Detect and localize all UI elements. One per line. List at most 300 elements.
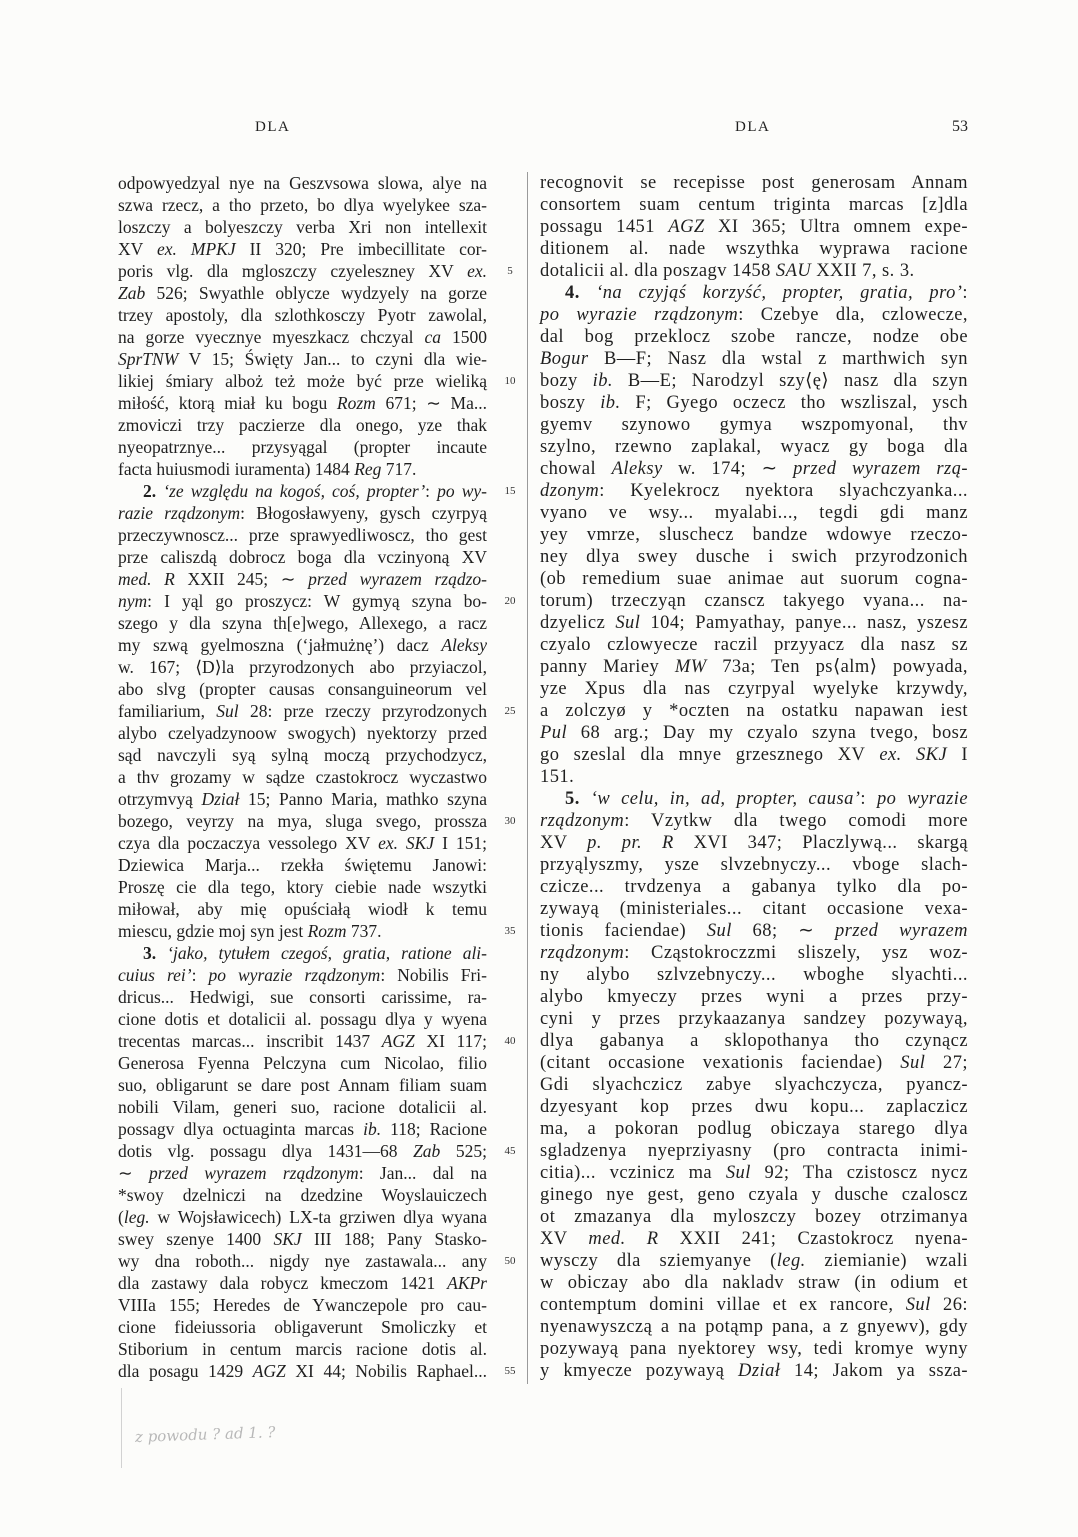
text-segment: recognovit se recepisse post generosam Annam [540,173,968,193]
text-segment: po wyrazie rządzonym [540,305,739,325]
text-line [118,370,487,392]
text-segment: ∼ [118,1163,150,1183]
text-segment: go szeslal dla mnye grzesznego XV [540,745,880,765]
text-segment: ziemianie) wzali [805,1251,969,1271]
text-line [540,678,968,700]
text-line [540,1140,968,1162]
text-line [540,282,968,304]
text-line [540,524,968,546]
text-line [118,1228,487,1250]
text-line [118,1294,487,1316]
text-segment: pozywayą pana nyektorey wsy, tedi kromye wyny [540,1339,968,1359]
line-number: 30 [504,815,516,827]
text-line [540,876,968,898]
text-line [118,898,487,920]
text-segment: a zolczyø y *oczten na ostatku napawan iest [540,701,968,721]
handwritten-note: z powodu ? ad 1. ? [134,1423,276,1446]
text-segment: prze caliszdą dobrocz boga dla vczinyoną XV [118,547,487,567]
text-segment: Zab [118,283,146,303]
text-line [118,1162,487,1184]
text-segment: ma, a pokoran podlug obiczaya starego dlya [540,1119,968,1139]
text-line [540,832,968,854]
column-divider [527,172,528,1384]
text-line [540,260,968,282]
text-segment: AGZ [252,1361,286,1381]
text-segment: yey vmrze, sluschecz bandze wdowye rzeczo- [540,525,968,545]
text-segment: Proszę cie dla tego, ktory ciebie nade wszytki [118,877,487,897]
text-segment: Rozm [336,393,376,413]
text-line [118,1184,487,1206]
text-line [118,1360,487,1382]
text-segment: V 15; Święty Jan... to czyni dla wie- [178,349,487,369]
text-line [540,348,968,370]
text-segment: I [947,745,969,765]
text-segment: rządzonym [540,943,625,963]
text-line [118,678,487,700]
text-segment: B—F; Nasz dla wstal z marthwich syn [588,349,968,369]
text-segment: possagu 1451 [540,217,669,237]
line-number: 35 [504,925,516,937]
text-segment: med. R [588,1229,659,1249]
text-line [540,480,968,502]
text-segment: sgladzenya nyeprziyasny (pro contracta inimi- [540,1141,968,1161]
text-line [540,766,968,788]
text-segment: Zab [413,1141,441,1161]
text-segment [156,943,167,963]
text-segment: familiarium, [118,701,217,721]
text-segment: B—E; Narodzyl szy⟨ę⟩ nasz dla szyn [613,371,968,391]
text-segment: : [425,481,438,501]
text-line [540,854,968,876]
text-segment: suo, obligarunt se dare post Annam filiam suam [118,1075,487,1095]
text-segment: po wy- [437,481,487,501]
text-line [540,1360,968,1382]
text-segment: Aleksy [441,635,487,655]
text-line [540,502,968,524]
text-segment: 1500 [441,327,488,347]
text-line [540,392,968,414]
text-segment: 737. [346,921,382,941]
text-line [118,436,487,458]
line-number-gutter [498,172,522,1384]
text-segment: XXII 245; ∼ [174,569,309,589]
text-segment: dla posagu 1429 [118,1361,253,1381]
pencil-stroke [121,1388,122,1468]
text-segment: XV [540,1229,589,1249]
text-line [118,1338,487,1360]
text-segment: ny alybo szlvzebnyczy... wboghe slyachti... [540,965,968,985]
text-line [540,788,968,810]
text-line [118,876,487,898]
text-line [118,986,487,1008]
text-segment: cione fideiussoria obligaverunt Smoliczky et [118,1317,487,1337]
line-number: 10 [504,375,516,387]
text-line [118,1140,487,1162]
text-segment: 68 arg.; Day my czyalo szyna tvego, bosz [567,723,968,743]
text-line [118,722,487,744]
text-line [118,480,487,502]
text-line [540,656,968,678]
text-segment: 68; ∼ [731,921,835,941]
text-segment: Aleksy [611,459,663,479]
text-segment: SKJ [273,1229,302,1249]
line-number: 15 [504,485,516,497]
text-segment: nym [118,591,148,611]
text-line [118,590,487,612]
text-line [540,964,968,986]
text-segment: torum) trzeczyąn czanscz takyego vyana... na- [540,591,968,611]
text-line [118,700,487,722]
text-segment: panny Mariey [540,657,675,677]
text-line [540,722,968,744]
text-segment: med. R [118,569,175,589]
text-line [118,832,487,854]
text-line [540,568,968,590]
text-line [118,458,487,480]
text-segment: poris vlg. dla mgloszczy czyeleszney XV [118,261,468,281]
text-segment: likiej śmiary alboż też może być prze wieliką [118,371,487,391]
text-segment: 671; ∼ Ma... [375,393,487,413]
text-line [540,1294,968,1316]
text-line [540,216,968,238]
text-line [540,1228,968,1250]
text-segment: XV [118,239,157,259]
text-line [118,1030,487,1052]
paragraph [118,942,487,1382]
text-line [540,436,968,458]
text-line [118,1052,487,1074]
text-segment: Generosa Fyenna Pelczyna cum Nicolao, filio [118,1053,487,1073]
text-segment: F; Gyego oczecz tho wszliszal, ysch [620,393,968,413]
text-line [118,744,487,766]
text-segment: 26: [930,1295,968,1315]
text-segment: yze Xpus dla nas czyrpyal wyelyke krzywdy, [540,679,968,699]
text-line [540,634,968,656]
text-line [540,1096,968,1118]
text-segment: 525; [440,1141,487,1161]
text-segment: dal bog przeklocz szobe rancze, nodze obe [540,327,968,347]
text-segment: zmoviczi trzy paczierze dla onego, yze thak [118,415,487,435]
text-segment: czya dla poczaczya vessolego XV [118,833,379,853]
text-segment: 73a; Ten ps⟨alm⟩ powyada, [706,657,968,677]
text-line [540,1206,968,1228]
text-segment: miłował, aby mię opuściałą wiodł k temu [118,899,487,919]
text-line [118,942,487,964]
text-segment: 15; Panno Maria, mathko szyna [239,789,488,809]
text-segment: po wyrazie [876,789,968,809]
text-segment: szego y dla szyna th[e]wego, Allexego, a racz [118,613,487,633]
text-segment: wy dna roboth... nigdy nye zastawala... any [118,1251,487,1271]
text-segment: 151. [540,767,575,787]
text-segment: cuius rei’ [118,965,192,985]
text-line [540,1316,968,1338]
text-segment: dlya gabanya a sklopothanya tho czynącz [540,1031,968,1051]
text-line [540,1272,968,1294]
line-number: 50 [504,1255,516,1267]
text-segment: Sul [615,613,641,633]
running-head-right: DLA [735,119,771,135]
text-segment: Dział [738,1361,781,1381]
text-segment: przed wyrazem rzą- [793,459,969,479]
text-line [118,920,487,942]
text-segment: przed wyrazem rządzonym [149,1163,359,1183]
text-segment: ‘w celu, in, ad, propter, causa’ [590,789,861,809]
text-segment: w. 174; ∼ [662,459,794,479]
text-line [540,700,968,722]
text-segment: dzyelicz [540,613,616,633]
text-segment: SprTNW [118,349,179,369]
text-segment: dricus... Hedwigi, sue consorti carissime, ra- [118,987,487,1007]
text-segment: : Czebye dla, czlowecze, [738,305,968,325]
text-segment: Pul [540,723,568,743]
line-number: 5 [507,265,513,277]
text-line [540,1338,968,1360]
text-segment: gyemv szynowo gymya wszpomyonal, thv [540,415,968,435]
text-segment: tionis faciendae) [540,921,707,941]
text-line [118,238,487,260]
text-segment: 717. [381,459,417,479]
text-line [540,1250,968,1272]
text-segment: boszy [540,393,601,413]
text-line [540,1052,968,1074]
text-line [118,304,487,326]
text-segment: 4. [565,283,580,303]
text-segment: cione dotis et dotalicii al. possagu dlya y wyena [118,1009,487,1029]
text-line [540,458,968,480]
text-line [118,1074,487,1096]
text-line [540,1030,968,1052]
text-line [118,788,487,810]
text-segment: (citant occasione vexationis faciendae) [540,1053,901,1073]
text-segment: swey szenye 1400 [118,1229,274,1249]
text-segment: abo slvg (propter causas consanguineorum vel [118,679,487,699]
text-segment: possagv dlya octuaginta marcas [118,1119,364,1139]
text-segment: leg. [776,1251,806,1271]
text-line [118,854,487,876]
text-segment: razie rządzonym [118,503,241,523]
text-segment: Stiborium in centum marcis racione dotis al. [118,1339,487,1359]
text-segment: alybo kmyeczy przes wyni a przes przy- [540,987,968,1007]
text-segment: Sul [725,1163,751,1183]
text-segment: III 188; Pany Stasko- [301,1229,487,1249]
text-segment: czyalo czlowyecze raczil przyyacz dla nasz sz [540,635,968,655]
text-segment: XXII 7, s. 3. [811,261,915,281]
text-segment: : Jan... dal na [358,1163,487,1183]
text-line [118,810,487,832]
text-segment: Sul [216,701,239,721]
text-line [540,986,968,1008]
text-segment: cyni y przes przykaazanya sandzey pozywayą, [540,1009,968,1029]
text-line [540,590,968,612]
text-line [540,1118,968,1140]
left-column [118,172,487,1382]
text-segment: w obiczay abo dla nakladv straw (in odium et [540,1273,968,1293]
text-segment: 5. [565,789,580,809]
text-segment: nobili Vilam, generi suo, racione dotalicii al. [118,1097,487,1117]
text-line [540,326,968,348]
text-line [540,1162,968,1184]
text-segment: II 320; Pre imbecillitate cor- [235,239,487,259]
text-line [118,1206,487,1228]
running-head-left: DLA [255,119,291,135]
text-line [118,634,487,656]
text-line [540,304,968,326]
text-segment: Reg [354,459,382,479]
text-segment: ex. MPKJ [156,239,236,259]
text-segment: w. 167; ⟨D⟩la przyrodzonych abo przyiaczol, [118,657,487,677]
text-segment: bozy [540,371,593,391]
text-segment: SAU [775,261,812,281]
text-segment: I 151; [434,833,487,853]
text-segment: Sul [900,1053,926,1073]
text-line [540,546,968,568]
text-segment: przed wyrazem rządzo- [308,569,487,589]
text-segment: ex. [467,261,487,281]
text-segment: VIIIa 155; Heredes de Ywanczepole pro cau- [118,1295,487,1315]
text-segment: Bogur [540,349,589,369]
text-segment: przed wyrazem [834,921,968,941]
text-line [118,282,487,304]
text-segment: leg. [123,1207,150,1227]
text-segment: *swoy dzelniczi na dzedzine Woyslauiczech [118,1185,487,1205]
text-segment: po wyrazie rządzonym [208,965,381,985]
text-segment: my szwą gyelmoszna (‘jałmużnę’) dacz [118,635,442,655]
text-segment: consortem suam centum triginta marcas [z]dla [540,195,968,215]
text-line [540,370,968,392]
text-segment: przyąlyszmy, ysze slvzebnyczy... vboge slach- [540,855,968,875]
text-line [118,546,487,568]
text-line [118,194,487,216]
text-line [118,1096,487,1118]
text-segment: XI 44; Nobilis Raphael... [285,1361,487,1381]
text-segment: : Błogosławyeny, gysch czyrpyą [240,503,488,523]
text-segment: contemptum domini villae et ex rancore, [540,1295,906,1315]
text-segment: ginego nye gest, geno czyala y dusche czaloscz [540,1185,968,1205]
text-line [118,260,487,282]
text-segment: szwa rzecz, a tho przeto, bo dlya wyelykee sza- [118,195,487,215]
text-line [118,524,487,546]
text-segment: zywayą (ministeriales... citant occasione vexa- [540,899,968,919]
text-segment: Sul [706,921,732,941]
text-segment: trzey apostoly, dla szlothkosczy Pyotr zawolal, [118,305,487,325]
text-segment: : I yąl go proszycz: W gymyą szyna bo- [147,591,487,611]
paragraph [118,480,487,942]
text-segment: ca [424,327,442,347]
text-segment: Rozm [307,921,347,941]
text-line [118,414,487,436]
text-segment: ib. [600,393,621,413]
text-segment: 27; [925,1053,968,1073]
text-segment: Dział [201,789,240,809]
text-line [118,348,487,370]
text-segment: nyenawyszczą a na potąmp pana, a z gnyewv), gdy [540,1317,968,1337]
text-segment: rządzonym [540,811,625,831]
text-line [540,1074,968,1096]
text-line [540,898,968,920]
text-segment: loszczy a bolyeszczy verba Xri non intellexit [118,217,487,237]
text-line [540,612,968,634]
text-line [118,1008,487,1030]
text-line [540,810,968,832]
text-segment: XXII 241; Czastokrocz nyena- [658,1229,968,1249]
text-segment: alybo czelyadzynoow swogych) nyektorzy przed [118,723,487,743]
paragraph [118,172,487,480]
text-segment: facta huiusmodi iuramenta) 1484 [118,459,355,479]
text-line [540,414,968,436]
text-segment: ( [118,1207,124,1227]
text-segment: nyeopatrznye... przysyągal (propter incaute [118,437,487,457]
text-segment: dotalicii al. dla poszagv 1458 [540,261,776,281]
text-line [118,502,487,524]
line-number: 40 [504,1035,516,1047]
text-segment: : Nobilis Fri- [380,965,488,985]
text-segment: 104; Pamyathay, panye... nasz, yszesz [640,613,968,633]
text-segment: chowal [540,459,612,479]
text-line [118,392,487,414]
text-segment: XVI 347; Placzlywą... skargą [673,833,968,853]
text-segment: ney dlya swey dusche i swich przyrodzonich [540,547,968,567]
text-segment: dzyesyant kop przes dwu kopu... zaplaczicz [540,1097,968,1117]
text-segment: dzonym [540,481,600,501]
paragraph [540,282,968,788]
text-segment: ‘na czyjąś korzyść, propter, gratia, pro’ [596,283,963,303]
text-segment [580,283,596,303]
text-segment: 2. [143,481,157,501]
text-segment: ot zmazanya dla myloszczy bozey otrzimanya [540,1207,968,1227]
text-line [118,172,487,194]
text-line [118,1316,487,1338]
text-segment: AGZ [668,217,705,237]
text-segment: czicze... trvdzenya a gabanya tylko dla po- [540,877,968,897]
text-line [540,1184,968,1206]
line-number: 55 [504,1365,516,1377]
paragraph [540,788,968,1382]
right-column [540,172,968,1382]
text-segment: miłość, ktorą miał ku bogu [118,393,337,413]
text-segment: MW [674,657,707,677]
text-segment: : [962,283,968,303]
text-segment: XV [540,833,588,853]
text-segment: AKPr [447,1273,487,1293]
text-segment: trecentas marcas... inscribit 1437 [118,1031,382,1051]
text-line [118,656,487,678]
text-segment: ditionem al. nade wszythka wyprawa racione [540,239,968,259]
text-segment: ib. [592,371,613,391]
text-segment: XI 117; [414,1031,487,1051]
text-segment: miescu, gdzie moj syn jest [118,921,308,941]
text-segment: XI 365; Ultra omnem expe- [704,217,968,237]
paragraph [540,172,968,282]
text-segment: bozego, veyrzy na mya, sluga svego, prossza [118,811,487,831]
text-segment: dla zastawy dala robycz kmeczom 1421 [118,1273,448,1293]
text-line [540,744,968,766]
text-segment: 118; Racione [381,1119,487,1139]
text-segment: 92; Tha czistoscz nycz [750,1163,968,1183]
text-line [118,964,487,986]
text-segment: citia)... vczinicz ma [540,1163,726,1183]
text-segment: na gorze vyecznye myeszkacz chczyal [118,327,425,347]
line-number: 25 [504,705,516,717]
text-segment: y kmyecze pozywayą [540,1361,739,1381]
text-line [118,766,487,788]
text-segment: sąd navczyli syą sylną moczą przychodzycz, [118,745,487,765]
page-number: 53 [952,118,968,135]
text-line [540,194,968,216]
text-segment: vyano ve wsy... myalabi..., tegdi gdi manz [540,503,968,523]
text-segment: odpowyedzyal nye na Geszvsowa slowa, alye na [118,173,487,193]
text-segment [580,789,591,809]
text-line [118,612,487,634]
